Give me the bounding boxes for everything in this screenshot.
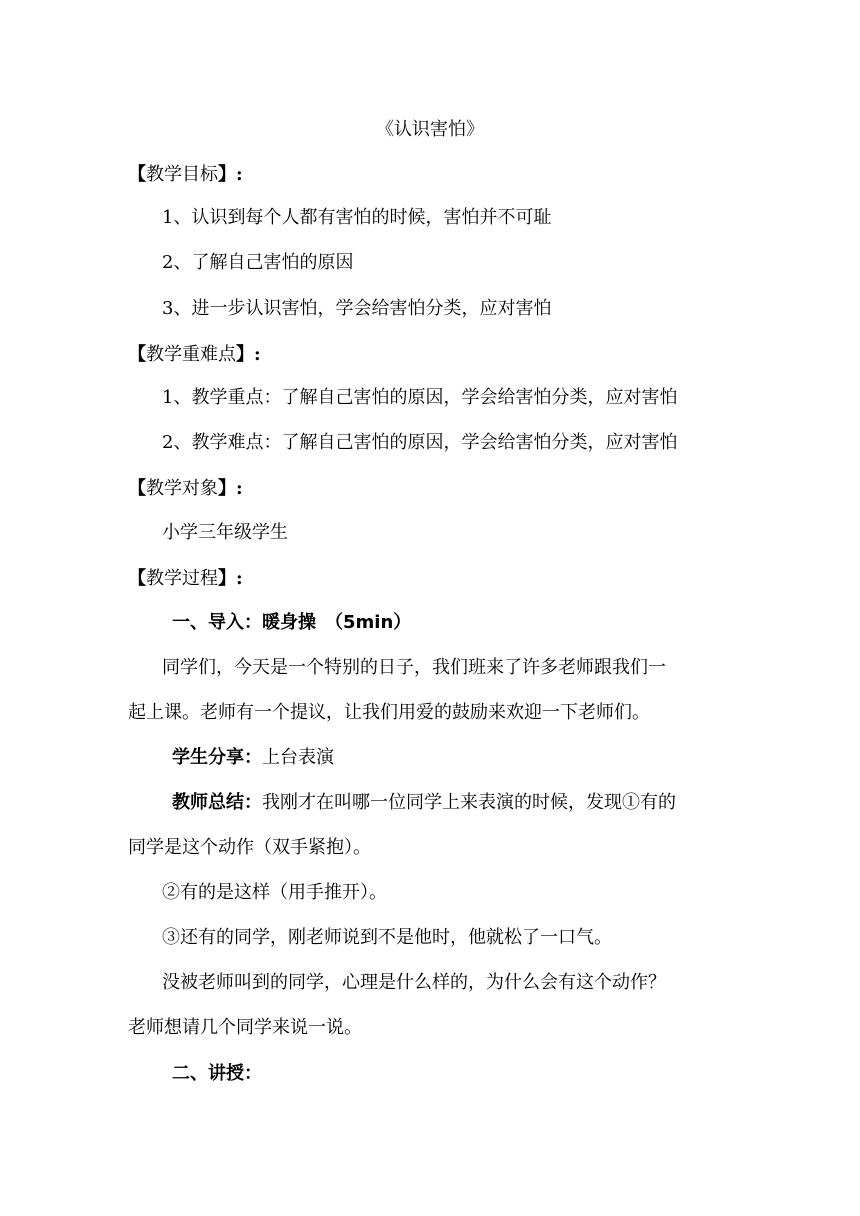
objective-item: 3、进一步认识害怕，学会给害怕分类，应对害怕 — [162, 298, 552, 319]
key-point-item: 1、教学重点：了解自己害怕的原因，学会给害怕分类，应对害怕 — [162, 387, 678, 408]
audience-text: 小学三年级学生 — [162, 522, 288, 543]
observation-item: ③还有的同学，刚老师说到不是他时，他就松了一口气。 — [162, 927, 612, 948]
student-share-text: 上台表演 — [262, 747, 334, 768]
section-heading-process: 【教学过程】: — [128, 568, 243, 589]
intro-paragraph-line: 同学们，今天是一个特别的日子，我们班来了许多老师跟我们一 — [162, 657, 666, 678]
student-share-label: 学生分享： — [172, 747, 262, 768]
section-label: 教学对象 — [146, 478, 218, 499]
teacher-summary-continuation: 同学是这个动作（双手紧抱）。 — [128, 837, 371, 858]
intro-paragraph-line: 起上课。老师有一个提议，让我们用爱的鼓励来欢迎一下老师们。 — [128, 702, 650, 723]
document-title: 《认识害怕》 — [376, 119, 484, 140]
observation-item: ②有的是这样（用手推开）。 — [162, 882, 387, 903]
objective-item: 1、认识到每个人都有害怕的时候，害怕并不可耻 — [162, 207, 552, 228]
teacher-summary-text: 我刚才在叫哪一位同学上来表演的时候，发现①有的 — [262, 792, 676, 813]
question-paragraph-line: 没被老师叫到的同学，心理是什么样的，为什么会有这个动作？ — [162, 972, 666, 993]
section-heading-objectives: 【教学目标】: — [128, 164, 243, 185]
section-heading-key-points: 【教学重难点】: — [128, 344, 261, 365]
part-heading-lecture: 二、讲授： — [172, 1063, 262, 1084]
section-label: 教学目标 — [146, 164, 218, 185]
teacher-summary-line — [172, 791, 676, 815]
student-share-line — [172, 746, 334, 770]
question-paragraph-line: 老师想请几个同学来说一说。 — [128, 1017, 362, 1038]
part-heading-intro: 一、导入：暖身操 （5min） — [172, 612, 412, 633]
section-heading-audience: 【教学对象】: — [128, 478, 243, 499]
key-point-item: 2、教学难点：了解自己害怕的原因，学会给害怕分类，应对害怕 — [162, 432, 678, 453]
section-label: 教学重难点 — [146, 344, 236, 365]
teacher-summary-label: 教师总结： — [172, 792, 262, 813]
objective-item: 2、了解自己害怕的原因 — [162, 252, 354, 273]
section-label: 教学过程 — [146, 568, 218, 589]
